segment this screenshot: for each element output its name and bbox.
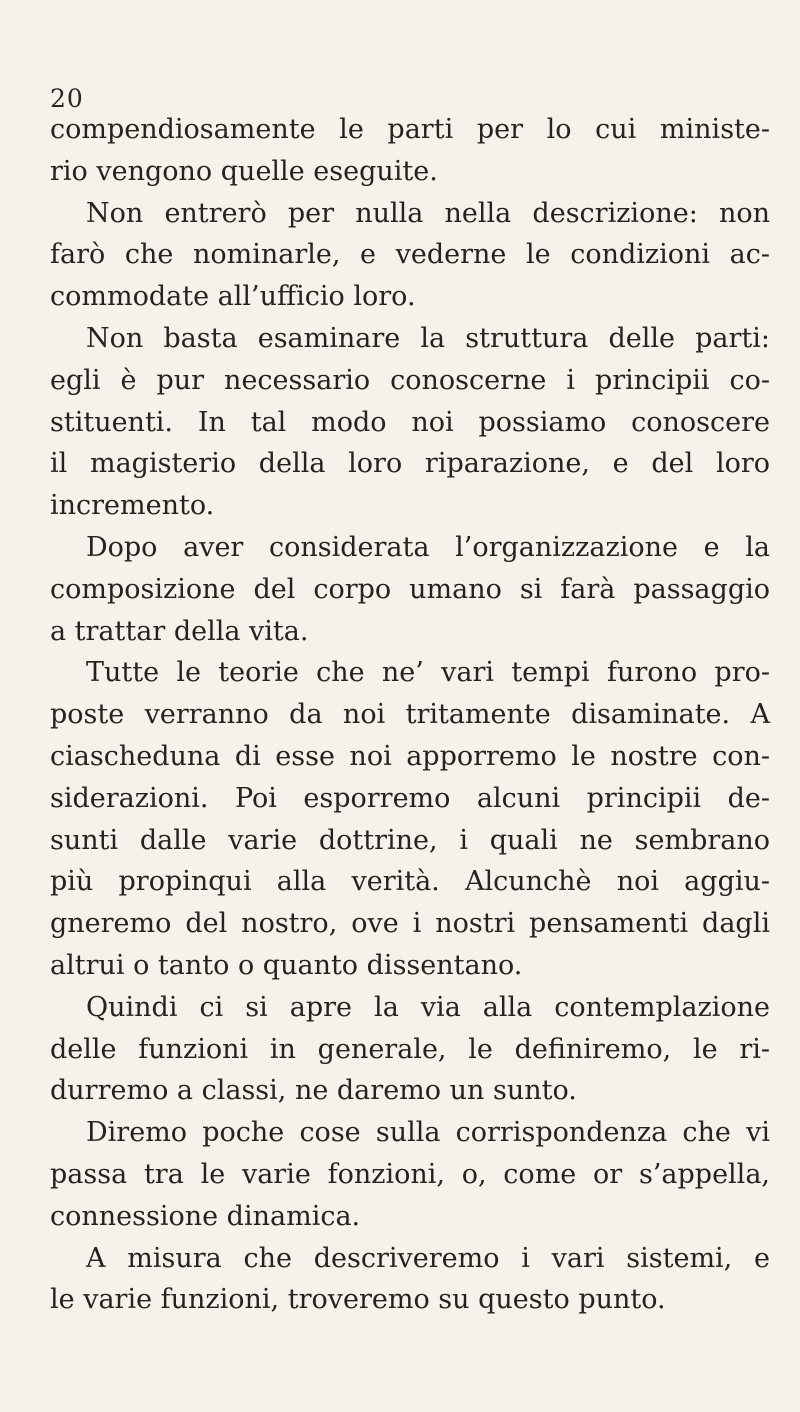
text-line: il magisterio della loro riparazione, e del loro: [50, 448, 770, 480]
text-line: commodate all’ufficio loro.: [50, 281, 416, 313]
text-line: Tutte le teorie che ne’ vari tempi furono pro-: [86, 657, 770, 689]
text-line: egli è pur necessario conoscerne i principii co-: [50, 364, 770, 396]
text-line: Quindi ci si apre la via alla contemplazione: [86, 991, 770, 1023]
text-line: composizione del corpo umano si farà passaggio: [50, 573, 770, 605]
text-line: connessione dinamica.: [50, 1200, 361, 1232]
text-line: a trattar della vita.: [50, 615, 309, 647]
text-line: incremento.: [50, 490, 215, 522]
text-line: farò che nominarle, e vederne le condizioni ac-: [50, 239, 770, 271]
text-line: ciascheduna di esse noi apporremo le nostre con-: [50, 741, 770, 772]
text-line: Non entrerò per nulla nella descrizione: non: [86, 197, 770, 229]
text-line: altrui o tanto o quanto dissentano.: [50, 950, 523, 981]
text-line: Diremo poche cose sulla corrispondenza che vi: [86, 1117, 770, 1149]
text-line: durremo a classi, ne daremo un sunto.: [50, 1075, 577, 1107]
text-line: compendiosamente le parti per lo cui ministe-: [50, 114, 770, 145]
text-line: passa tra le varie fonzioni, o, come or s’appella,: [50, 1159, 770, 1190]
text-line: gneremo del nostro, ove i nostri pensamenti dagli: [50, 908, 770, 940]
text-line: sunti dalle varie dottrine, i quali ne sembrano: [50, 824, 770, 856]
text-line: A misura che descriveremo i vari sistemi, e: [86, 1242, 770, 1274]
text-line: rio vengono quelle eseguite.: [50, 155, 438, 187]
text-line: Dopo aver considerata l’organizzazione e la: [86, 532, 770, 563]
text-line: Non basta esaminare la struttura delle parti:: [86, 323, 770, 354]
text-line: stituenti. In tal modo noi possiamo conoscere: [50, 406, 770, 438]
text-line: poste verranno da noi tritamente disaminate. A: [50, 699, 770, 731]
page-number: 20: [50, 84, 84, 113]
text-line: le varie funzioni, troveremo su questo punto.: [50, 1284, 666, 1316]
text-line: siderazioni. Poi esporremo alcuni principii de-: [50, 782, 770, 814]
text-line: più propinqui alla verità. Alcunchè noi aggiu-: [50, 866, 770, 898]
text-line: delle funzioni in generale, le definiremo, le ri-: [50, 1033, 770, 1065]
